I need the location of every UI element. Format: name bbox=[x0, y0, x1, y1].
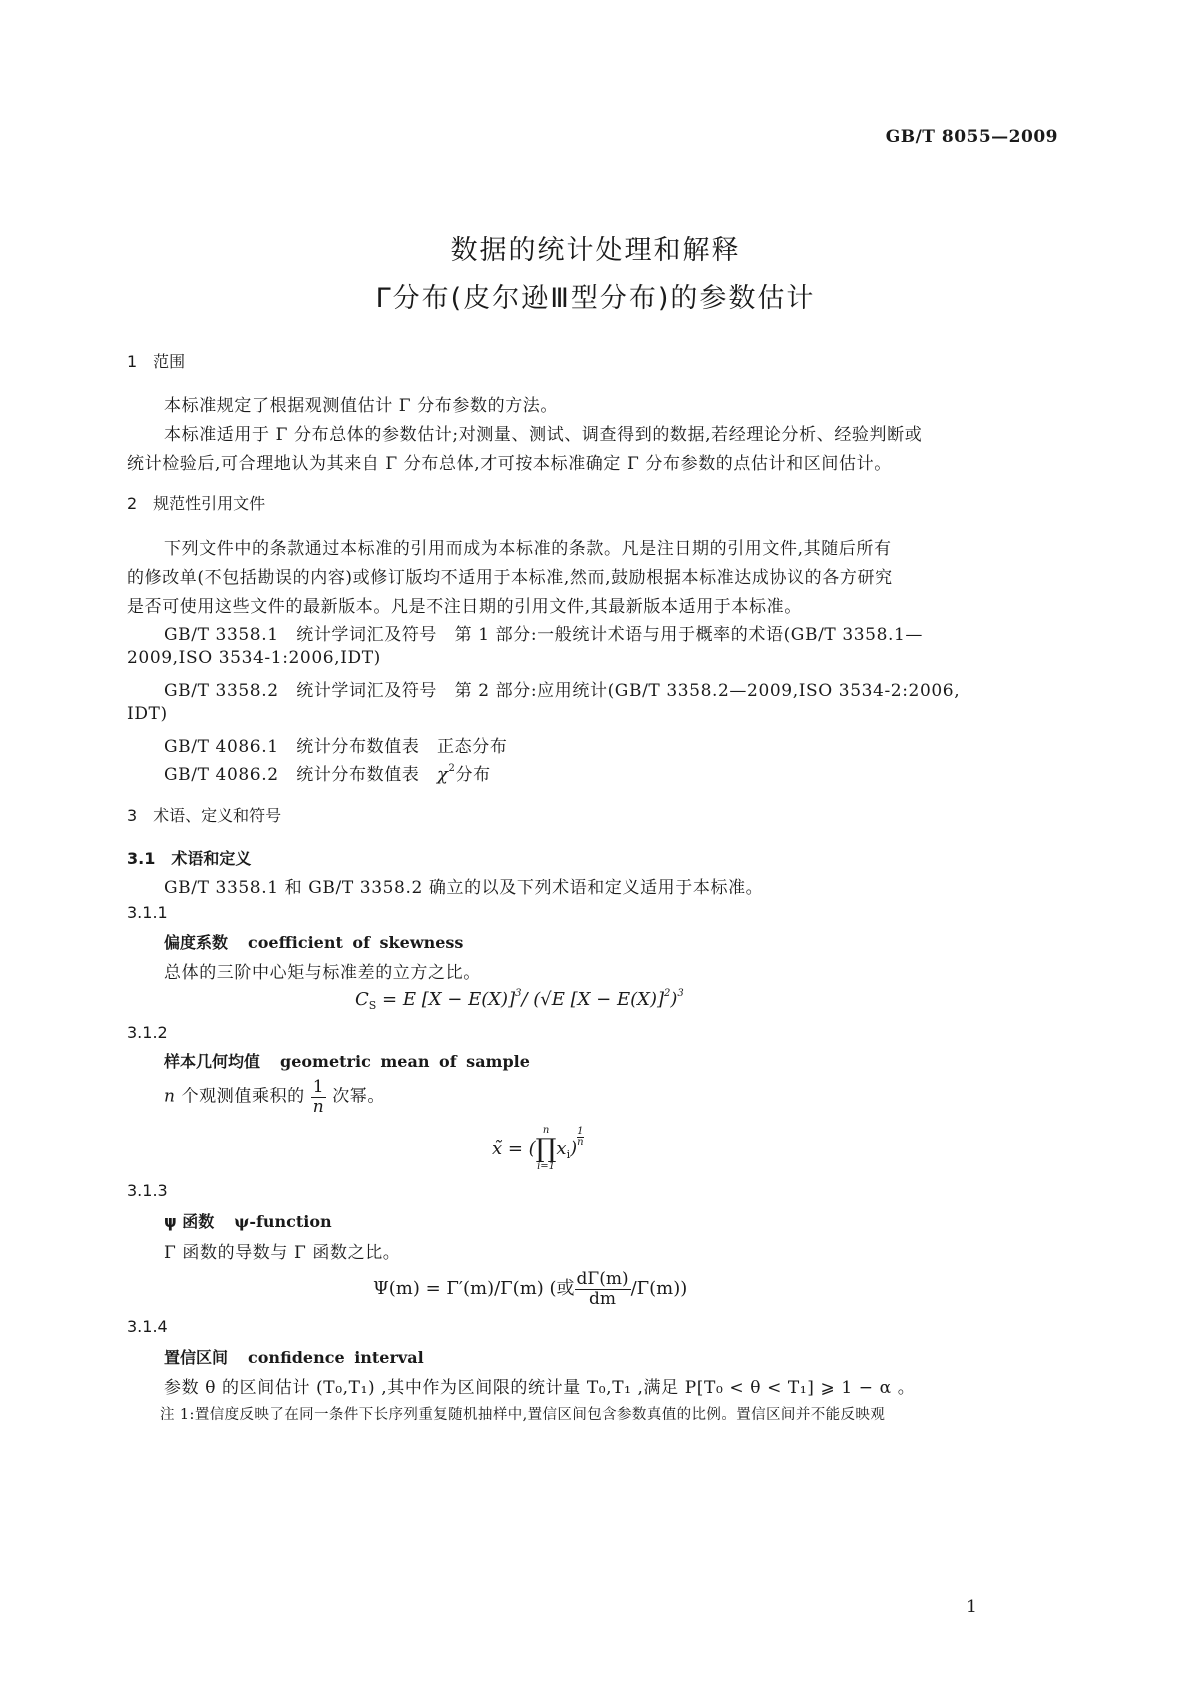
section-3-heading: 3 术语、定义和符号 bbox=[127, 806, 282, 825]
fraction-denominator: n bbox=[312, 1096, 325, 1117]
product-symbol: ∏ bbox=[535, 1134, 557, 1164]
fraction-numerator: 1 bbox=[312, 1077, 325, 1097]
section-2-para-b: 的修改单(不包括勘误的内容)或修订版均不适用于本标准,然而,鼓励根据本标准达成协议的各方研究 bbox=[127, 568, 893, 588]
geo-exp-bot: n bbox=[577, 1137, 584, 1148]
term-1-title bbox=[164, 930, 463, 953]
term-3-number: 3.1.3 bbox=[127, 1181, 168, 1200]
term-2-n: n bbox=[164, 1086, 176, 1107]
standard-code: GB/T 8055—2009 bbox=[885, 127, 1058, 147]
section-2-heading: 2 规范性引用文件 bbox=[127, 494, 266, 513]
formula-lhs: C bbox=[355, 989, 369, 1010]
term-1-en: coefficient of skewness bbox=[248, 933, 464, 952]
formula-rhs: = E [X − E(X)] bbox=[376, 989, 516, 1010]
reference-2-line-b: IDT) bbox=[127, 704, 168, 724]
psi-frac-top: dΓ(m) bbox=[576, 1269, 629, 1289]
term-2-def-b: 次幂。 bbox=[326, 1086, 386, 1107]
note-1: 注 1:置信度反映了在同一条件下长序列重复随机抽样中,置信区间包含参数真值的比例。置信区间并不能反映观 bbox=[160, 1407, 886, 1423]
page-number: 1 bbox=[966, 1597, 977, 1617]
term-2-def-a: 个观测值乘积的 bbox=[175, 1086, 311, 1107]
geo-exponent bbox=[577, 1127, 583, 1148]
formula-mid: / (√E [X − E(X)] bbox=[521, 989, 665, 1010]
section-3-1-para: GB/T 3358.1 和 GB/T 3358.2 确立的以及下列术语和定义适用于本标准。 bbox=[164, 878, 764, 898]
geo-close: ) bbox=[570, 1138, 578, 1159]
chi-symbol: χ bbox=[437, 764, 449, 785]
psi-formula bbox=[373, 1270, 687, 1308]
formula-lhs-sub: S bbox=[368, 999, 377, 1012]
psi-rhs: /Γ(m)) bbox=[630, 1278, 688, 1300]
reference-4-suffix: 分布 bbox=[455, 765, 491, 785]
term-3-zh: ψ 函数 bbox=[164, 1212, 215, 1231]
psi-lhs: Ψ(m) = Γ′(m)/Γ(m) (或 bbox=[373, 1278, 575, 1300]
title-line-1: 数据的统计处理和解释 bbox=[450, 235, 741, 266]
reference-3: GB/T 4086.1 统计分布数值表 正态分布 bbox=[164, 737, 508, 757]
term-1-zh: 偏度系数 bbox=[164, 933, 229, 952]
term-4-number: 3.1.4 bbox=[127, 1317, 168, 1336]
section-3-1-heading: 3.1 术语和定义 bbox=[127, 849, 252, 868]
section-1-para-1: 本标准规定了根据观测值估计 Γ 分布参数的方法。 bbox=[164, 396, 559, 416]
geo-term: x bbox=[556, 1138, 567, 1159]
term-2-fraction bbox=[311, 1078, 326, 1116]
term-2-zh: 样本几何均值 bbox=[164, 1052, 261, 1071]
term-4-zh: 置信区间 bbox=[164, 1348, 229, 1367]
reference-1-line-b: 2009,ISO 3534-1:2006,IDT) bbox=[127, 648, 381, 668]
term-1-definition: 总体的三阶中心矩与标准差的立方之比。 bbox=[164, 963, 481, 983]
term-2-en: geometric mean of sample bbox=[280, 1052, 530, 1071]
term-3-definition: Γ 函数的导数与 Γ 函数之比。 bbox=[164, 1243, 401, 1263]
formula-exp-3: 3 bbox=[677, 988, 684, 999]
geometric-mean-formula bbox=[492, 1126, 584, 1172]
reference-4 bbox=[164, 760, 491, 785]
term-4-en: confidence interval bbox=[248, 1348, 424, 1367]
formula-exp-2: 2 bbox=[664, 988, 671, 999]
product-operator bbox=[536, 1126, 557, 1172]
term-2-number: 3.1.2 bbox=[127, 1023, 168, 1042]
term-4-definition: 参数 θ 的区间估计 (T₀,T₁) ,其中作为区间限的统计量 T₀,T₁ ,满足 P[T₀ < θ < T₁] ⩾ 1 − α 。 bbox=[164, 1378, 916, 1398]
section-1-para-2b: 统计检验后,可合理地认为其来自 Γ 分布总体,才可按本标准确定 Γ 分布参数的点估计和区间估计。 bbox=[127, 454, 892, 474]
skewness-formula bbox=[355, 988, 684, 1012]
term-3-en: ψ-function bbox=[234, 1212, 332, 1231]
product-upper-limit: n bbox=[542, 1125, 550, 1136]
geo-term-sub: i bbox=[566, 1148, 571, 1161]
term-4-title bbox=[164, 1345, 424, 1368]
section-1-para-2a: 本标准适用于 Γ 分布总体的参数估计;对测量、测试、调查得到的数据,若经理论分析、经验判断或 bbox=[164, 425, 923, 445]
term-3-title bbox=[164, 1209, 332, 1232]
reference-4-prefix: GB/T 4086.2 统计分布数值表 bbox=[164, 765, 438, 785]
title-line-2: Γ分布(皮尔逊Ⅲ型分布)的参数估计 bbox=[375, 283, 816, 314]
formula-end: ) bbox=[670, 989, 678, 1010]
formula-exp-1: 3 bbox=[515, 988, 522, 999]
psi-frac-bot: dm bbox=[589, 1288, 617, 1309]
reference-2-line-a: GB/T 3358.2 统计学词汇及符号 第 2 部分:应用统计(GB/T 3358.2—2009,ISO 3534-2:2006, bbox=[164, 681, 961, 701]
term-2-definition bbox=[164, 1078, 385, 1116]
term-2-title bbox=[164, 1049, 530, 1072]
section-2-para-c: 是否可使用这些文件的最新版本。凡是不注日期的引用文件,其最新版本适用于本标准。 bbox=[127, 597, 802, 617]
chi-exponent: 2 bbox=[448, 763, 456, 774]
psi-fraction bbox=[575, 1270, 631, 1308]
section-2-para-a: 下列文件中的条款通过本标准的引用而成为本标准的条款。凡是注日期的引用文件,其随后所有 bbox=[164, 539, 892, 559]
geo-exp-top: 1 bbox=[577, 1126, 584, 1137]
product-lower-limit: i=1 bbox=[537, 1161, 556, 1172]
reference-1-line-a: GB/T 3358.1 统计学词汇及符号 第 1 部分:一般统计术语与用于概率的术语(GB/T 3358.1— bbox=[164, 625, 924, 645]
term-1-number: 3.1.1 bbox=[127, 903, 168, 922]
section-1-heading: 1 范围 bbox=[127, 352, 186, 371]
geo-lhs: x̃ = ( bbox=[492, 1138, 536, 1159]
